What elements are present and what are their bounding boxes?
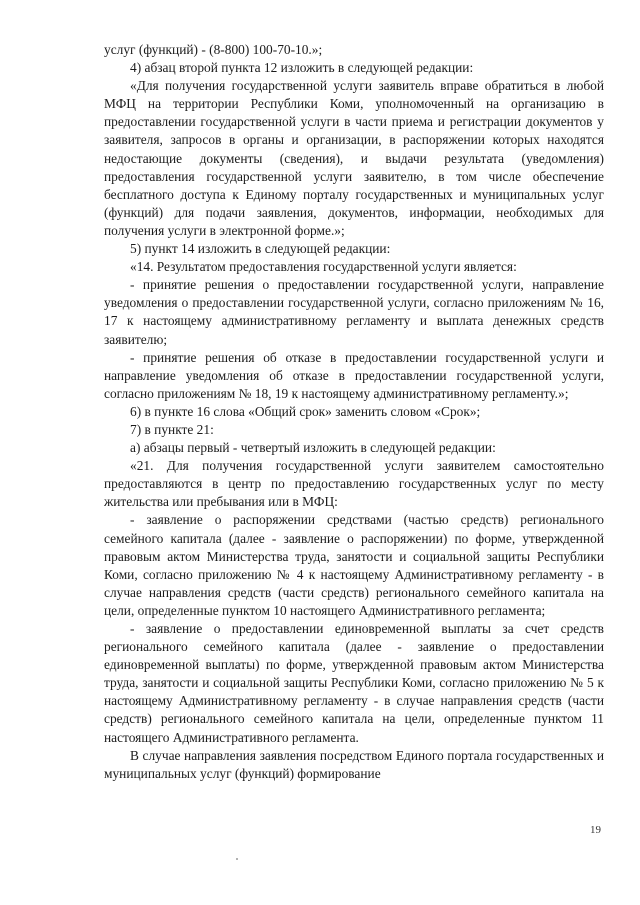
paragraph-decision-grant: - принятие решения о предоставлении государственной услуги, направление уведомления о предоставлении государственной услуги, согласно приложениям № 16, 17 к настоящему административному регламенту и выплата денежных средств заявителю; bbox=[104, 277, 604, 347]
paragraph-mfc-application: «Для получения государственной услуги заявитель вправе обратиться в любой МФЦ на территории Республики Коми, уполномоченный на организацию в предоставлении государственной услуги в части приема и регистрации документов у заявителя, запросов в органы и организации, в распоряжении которых находятся недостающие документы (сведения), и выдачи результата (уведомления) предоставления государственной услуги заявителю, в том числе обеспечение бесплатного доступа к Единому порталу государственных и муниципальных услуг (функций) для подачи заявления, документов, информации, необходимых для получения услуги в электронной форме.»; bbox=[104, 78, 604, 238]
paragraph-subitem-a: а) абзацы первый - четвертый изложить в следующей редакции: bbox=[130, 440, 496, 456]
paragraph-item-5: 5) пункт 14 изложить в следующей редакции: bbox=[130, 241, 391, 257]
paragraph-disposal-application: - заявление о распоряжении средствами (частью средств) регионального семейного капитала (далее - заявление о распоряжении) по форме, утвержденной правовым актом Министерства труда, занятости и социальной защиты Республики Коми, согласно приложению № 4 к настоящему Административному регламенту - в случае направления средств (части средств) регионального семейного капитала на цели, определенные пунктом 10 настоящего Административного регламента; bbox=[104, 512, 604, 618]
paragraph-clause-14: «14. Результатом предоставления государственной услуги является: bbox=[130, 259, 517, 275]
paragraph-clause-21: «21. Для получения государственной услуги заявителем самостоятельно предоставляются в центр по предоставлению государственных услуг по месту жительства или пребывания или в МФЦ: bbox=[104, 458, 604, 510]
document-body bbox=[104, 41, 604, 783]
paragraph-contact-phone: услуг (функций) - (8-800) 100-70-10.»; bbox=[104, 42, 323, 57]
paragraph-item-4: 4) абзац второй пункта 12 изложить в следующей редакции: bbox=[130, 60, 474, 76]
page-number: 19 bbox=[590, 824, 601, 836]
paragraph-item-7: 7) в пункте 21: bbox=[130, 421, 214, 437]
paragraph-portal-submission: В случае направления заявления посредством Единого портала государственных и муниципальных услуг (функций) формирование bbox=[104, 747, 604, 781]
scan-speck bbox=[236, 858, 238, 860]
paragraph-lump-sum-application: - заявление о предоставлении единовременной выплаты за счет средств регионального семейного капитала (далее - заявление о предоставлении единовременной выплаты) по форме, утвержденной правовым актом Министерства труда, занятости и социальной защиты Республики Коми, согласно приложению № 5 к настоящему Административному регламенту - в случае направления средств (части средств) регионального семейного капитала на цели, определенные пунктом 11 настоящего Административного регламента. bbox=[104, 621, 604, 745]
paragraph-decision-refusal: - принятие решения об отказе в предоставлении государственной услуги и направление уведомления об отказе в предоставлении государственной услуги, согласно приложениям № 18, 19 к настоящему административному регламенту.»; bbox=[104, 349, 604, 401]
paragraph-item-6: 6) в пункте 16 слова «Общий срок» заменить словом «Срок»; bbox=[130, 403, 481, 419]
